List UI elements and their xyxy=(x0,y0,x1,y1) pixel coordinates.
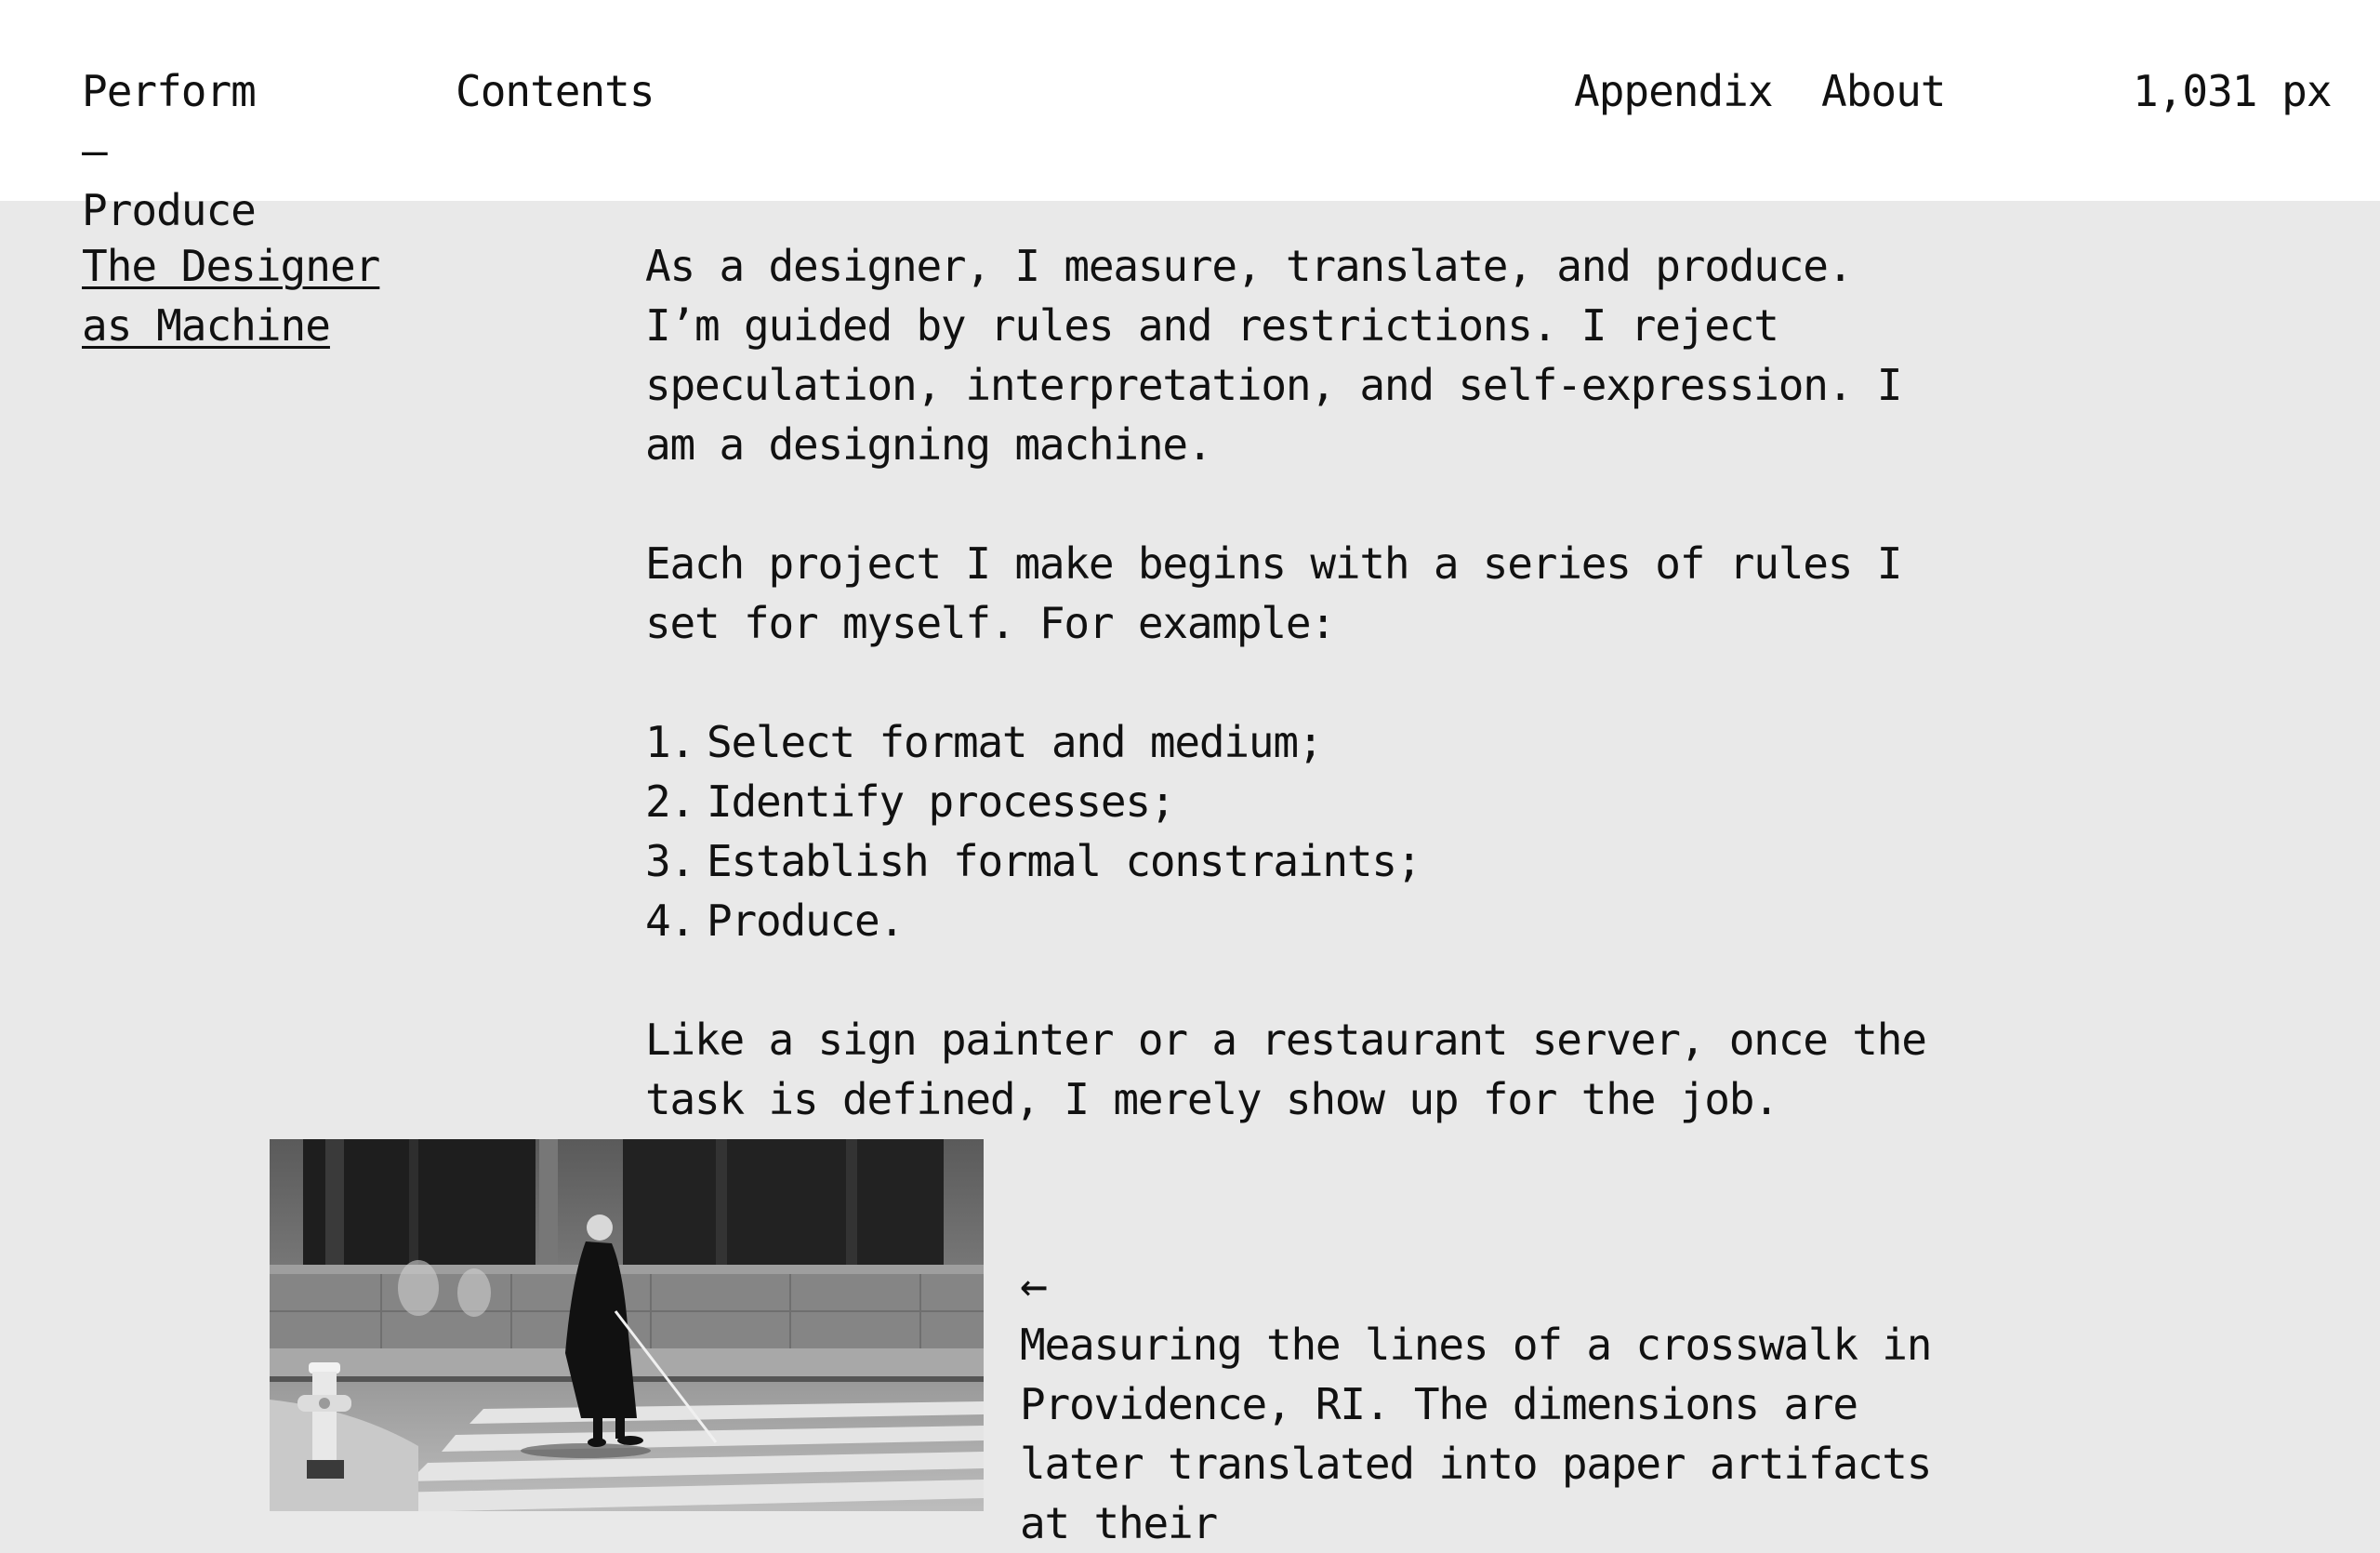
list-item-text: Produce. xyxy=(707,896,904,946)
list-item-text: Identify processes; xyxy=(707,776,1175,827)
list-item xyxy=(645,712,1928,772)
nav-contents-link[interactable]: Contents xyxy=(456,66,654,116)
list-item-number: 3. xyxy=(645,836,694,886)
viewport-width-readout: 1,031 px xyxy=(2133,66,2332,116)
nav-appendix-link[interactable]: Appendix xyxy=(1574,66,1773,116)
section-link-designer-as-machine[interactable]: The Designer as Machine xyxy=(82,241,380,351)
list-item-number: 4. xyxy=(645,896,694,946)
list-item-text: Establish formal constraints; xyxy=(707,836,1421,886)
site-title[interactable]: Perform — Produce xyxy=(82,66,256,235)
paragraph-rules-intro: Each project I make begins with a series of rules I set for myself. For example: xyxy=(645,538,1902,648)
header xyxy=(0,0,2380,235)
list-item xyxy=(645,891,1928,950)
list-item-number: 2. xyxy=(645,776,694,827)
left-arrow-icon[interactable]: ← xyxy=(1020,1258,1047,1312)
list-item-text: Select format and medium; xyxy=(707,717,1323,767)
rules-list xyxy=(645,712,1928,950)
caption-text: Measuring the lines of a crosswalk in Providence, RI. The dimensions are later translated into paper artifacts at their xyxy=(1020,1320,1932,1548)
article-body xyxy=(645,236,1928,1188)
list-item-number: 1. xyxy=(645,717,694,767)
nav-about-link[interactable]: About xyxy=(1821,66,1946,116)
paragraph-intro: As a designer, I measure, translate, and produce. I’m guided by rules and restrictions. I reject speculation, interpretation, and self-expression. I am a designing machine. xyxy=(645,241,1902,470)
crosswalk-photo xyxy=(270,1139,984,1511)
list-item xyxy=(645,772,1928,831)
figure-caption xyxy=(1020,1255,1950,1553)
paragraph-sign-painter: Like a sign painter or a restaurant server, once the task is defined, I merely show up for the job. xyxy=(645,1015,1926,1124)
list-item xyxy=(645,831,1928,891)
